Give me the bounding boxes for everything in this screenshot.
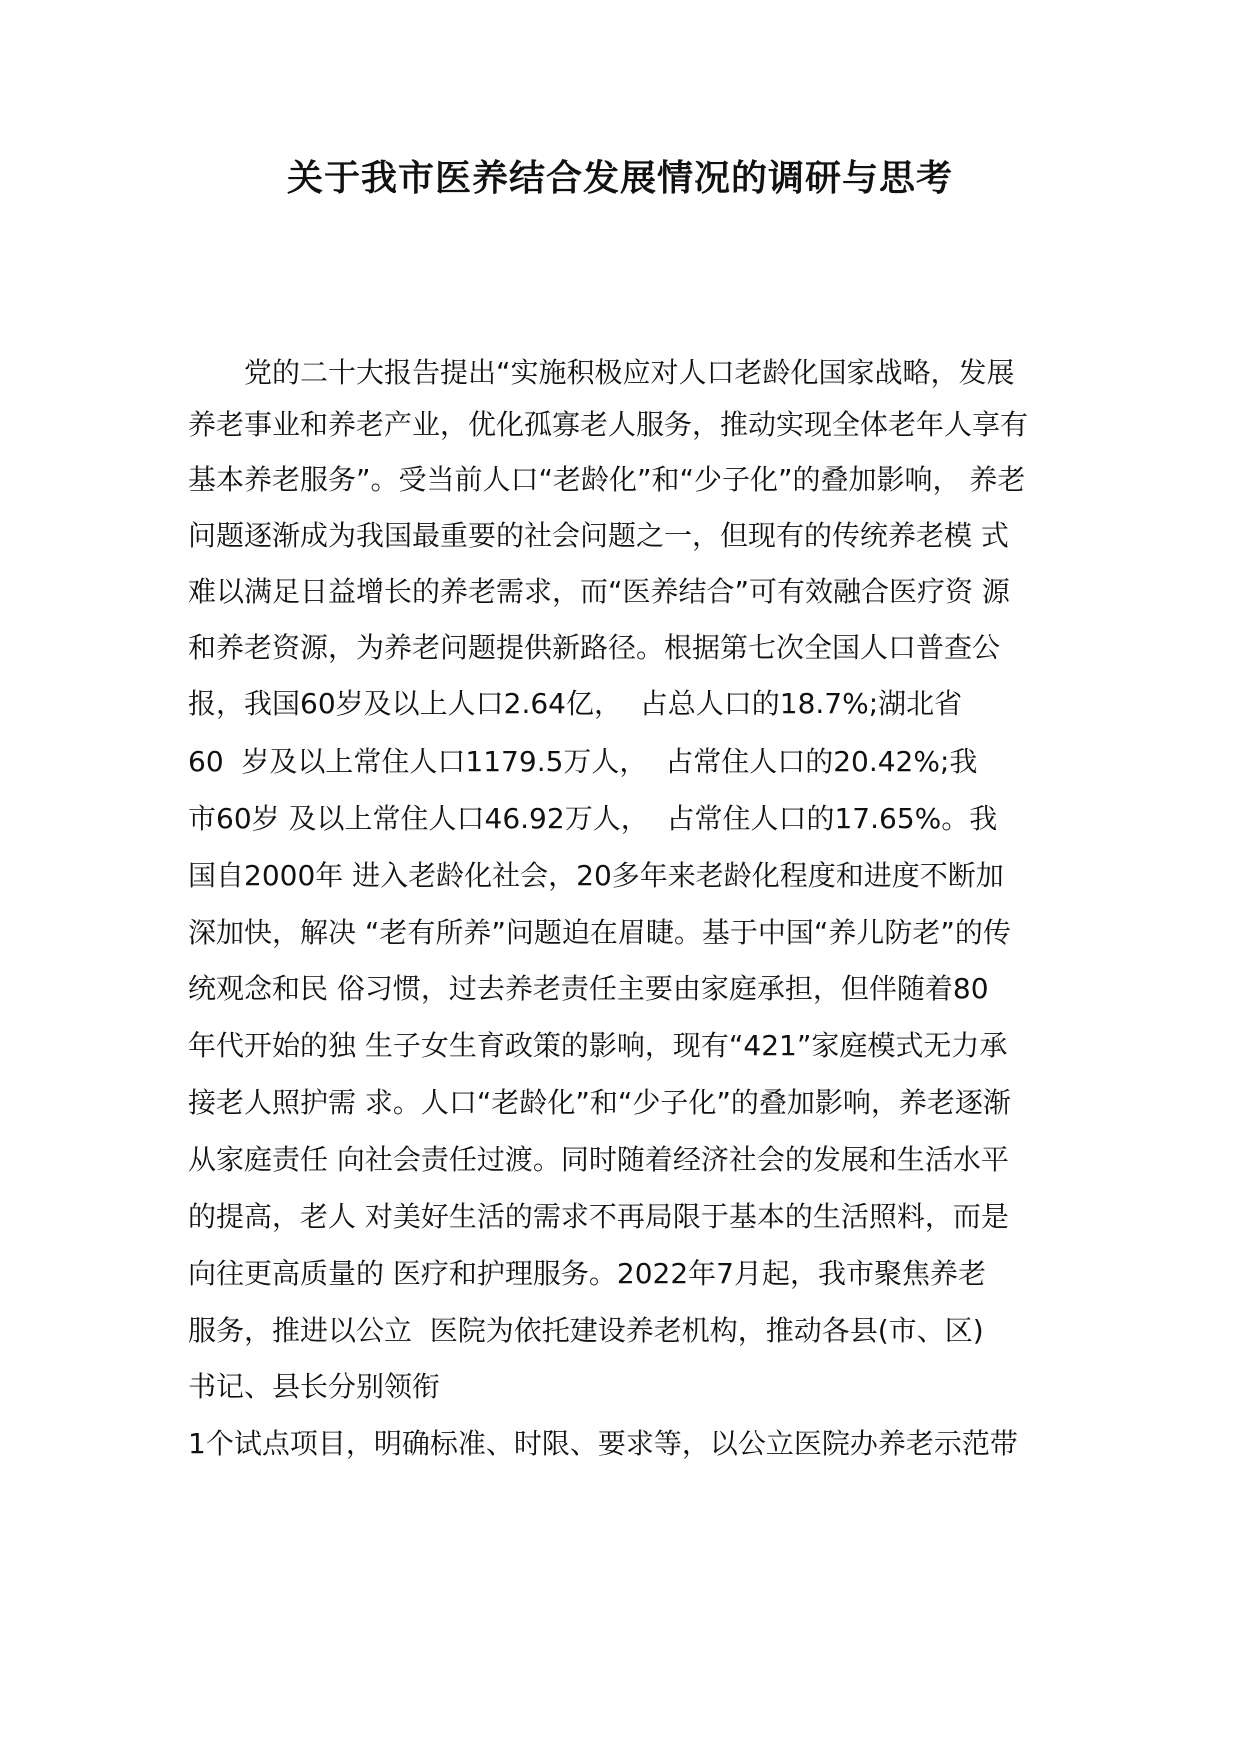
- body-line: 1个试点项目，明确标准、时限、要求等，以公立医院办养老示范带: [188, 1427, 1018, 1460]
- body-line: 养老事业和养老产业，优化孤寡老人服务，推动实现全体老年人享有: [188, 408, 1029, 441]
- body-line: 向往更高质量的 医疗和护理服务。2022年7月起，我市聚焦养老: [188, 1257, 986, 1290]
- body-line: 党的二十大报告提出“实施积极应对人口老龄化国家战略，发展: [188, 356, 1015, 389]
- body-line: 基本养老服务”。受当前人口“老龄化”和“少子化”的叠加影响， 养老: [188, 463, 1026, 496]
- body-line: 年代开始的独 生子女生育政策的影响，现有“421”家庭模式无力承: [188, 1029, 1008, 1062]
- body-line: 深加快，解决 “老有所养”问题迫在眉睫。基于中国“养儿防老”的传: [188, 916, 1011, 949]
- body-line: 报，我国60岁及以上人口2.64亿， 占总人口的18.7%;湖北省: [188, 687, 963, 720]
- body-line: 从家庭责任 向社会责任过渡。同时随着经济社会的发展和生活水平: [188, 1143, 1009, 1176]
- body-line: 60 岁及以上常住人口1179.5万人， 占常住人口的20.42%;我: [188, 745, 978, 778]
- body-line: 统观念和民 俗习惯，过去养老责任主要由家庭承担，但伴随着80: [188, 972, 989, 1005]
- body-line: 和养老资源，为养老问题提供新路径。根据第七次全国人口普查公: [188, 631, 1001, 664]
- body-line: 的提高，老人 对美好生活的需求不再局限于基本的生活照料，而是: [188, 1200, 1009, 1233]
- body-line: 书记、县长分别领衔: [188, 1370, 441, 1403]
- document-title: 关于我市医养结合发展情况的调研与思考: [286, 158, 953, 199]
- body-line: 问题逐渐成为我国最重要的社会问题之一，但现有的传统养老模 式: [188, 519, 1009, 552]
- body-line: 国自2000年 进入老龄化社会，20多年来老龄化程度和进度不断加: [188, 859, 1004, 892]
- body-line: 接老人照护需 求。人口“老龄化”和“少子化”的叠加影响，养老逐渐: [188, 1086, 1011, 1119]
- body-line: 市60岁 及以上常住人口46.92万人， 占常住人口的17.65%。我: [188, 802, 998, 835]
- body-line: 服务，推进以公立 医院为依托建设养老机构，推动各县(市、区): [188, 1314, 984, 1347]
- body-line: 难以满足日益增长的养老需求，而“医养结合”可有效融合医疗资 源: [188, 575, 1010, 608]
